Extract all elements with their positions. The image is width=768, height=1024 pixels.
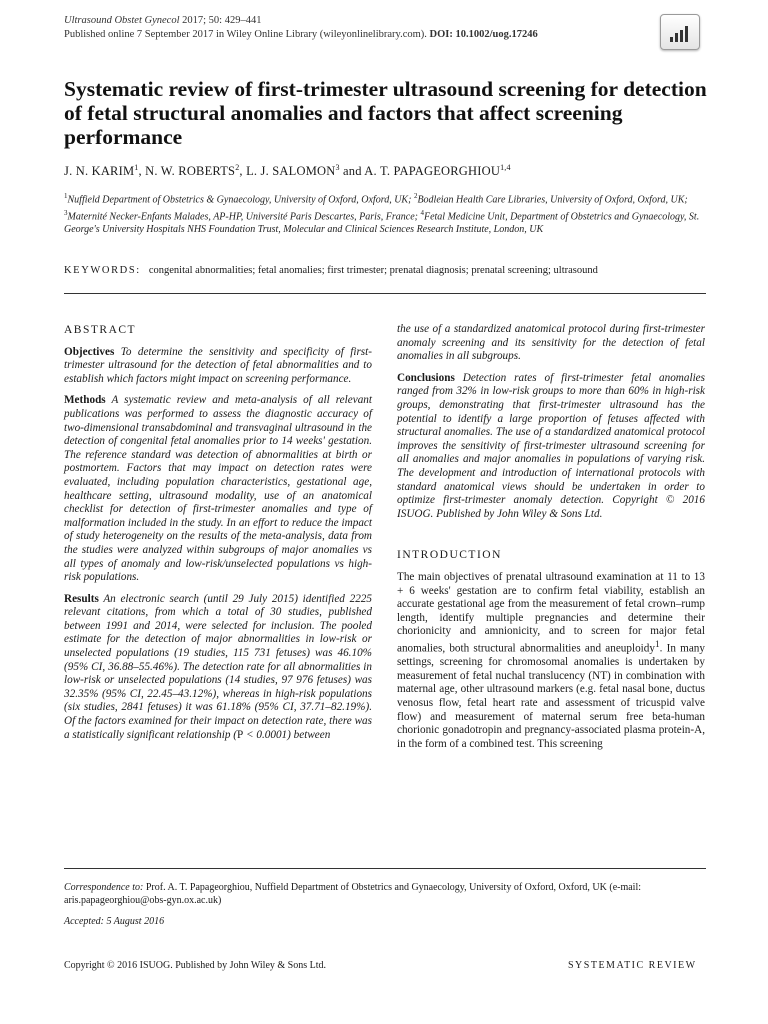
- bar-chart-icon[interactable]: [660, 14, 700, 50]
- affiliations: $^1$Nuffield Department of Obstetrics & Gynaecology, University of Oxford, Oxford, UK; $^2$Bodleian Health Care Libraries, University of Oxford, Oxford, UK; $^3$Maternité Necker-Enfants Malades, AP-HP, Université Paris Descartes, Paris, France; $^4$Fetal Medicine Unit, Department of Obstetrics and Gynaecology, St. George's University Hospitals NHS Foundation Trust, Molecular and Clinical Sciences Research Institute, London, UK: [64, 192, 700, 235]
- chart-icon-bar: [670, 37, 673, 42]
- chart-icon-bar: [675, 33, 678, 42]
- article-title: Systematic review of first-trimester ultrasound screening for detection of fetal structural anomalies and factors that affect screening performance: [64, 77, 707, 149]
- citation-details: 2017; 50: 429–441: [179, 15, 262, 26]
- affiliation: Bodleian Health Care Libraries, University of Oxford, Oxford, UK;: [417, 194, 688, 206]
- abstract-conclusions: Conclusions Detection rates of first-trimester fetal anomalies ranged from 32% in low-risk groups to more than 60% in high-risk groups, demonstrating that first-trimester ultrasound has the potential to identify a large proportion of fetuses affected with structural anomalies. The use of a standardized anatomical protocol improves the sensitivity of first-trimester ultrasound screening for all anomalies and major anomalies in populations of varying risk. The development and introduction of international protocols with standard anatomical views should be undertaken in order to optimize first-trimester anomaly detection. Copyright © 2016 ISUOG. Published by John Wiley & Sons Ltd.: [397, 371, 705, 520]
- author: N. W. ROBERTS$^2$,: [145, 163, 247, 179]
- abstract-methods: Methods A systematic review and meta-analysis of all relevant publications was performed to assess the diagnostic accuracy of two-dimensional transabdominal and transvaginal ultrasound in the detection of congenital fetal anomalies prior to 14 weeks' gestation. The reference standard was detection of abnormalities at birth or postmortem. Factors that may impact on detection rates were evaluated, including population characteristics, gestational age, healthcare setting, ultrasound modality, use of an anatomical checklist for detection of first-trimester anomalies and type of malformation included in the study. In an effort to reduce the impact of study heterogeneity on the results of the meta-analysis, data from the studies were analyzed within subgroups of major anomalies vs all types of anomaly and low-risk/unselected populations vs high-risk populations.: [64, 394, 372, 584]
- affiliation: Nuffield Department of Obstetrics & Gynaecology, University of Oxford, Oxford, UK;: [67, 194, 414, 206]
- abstract-results: Results An electronic search (until 29 July 2015) identified 2225 relevant citations, from which a total of 30 studies, published between 1991 and 2014, were selected for inclusion. The pooled estimate for the detection of major abnormalities in low-risk or unselected populations (19 studies, 115 731 fetuses) was 46.10% (95% CI, 36.88–55.46%). The detection rate for all abnormalities in low-risk or unselected populations (14 studies, 97 976 fetuses) was 32.35% (95% CI, 22.45–43.12%), whereas in high-risk populations (six studies, 2841 fetuses) it was 61.18% (95% CI, 37.71–82.19%). Of the factors examined for their impact on detection rate, there was a statistically significant relationship (P < 0.0001) between: [64, 592, 372, 741]
- affiliation: Fetal Medicine Unit, Department of Obstetrics and Gynaecology, St. George's University Hospitals NHS Foundation Trust, Molecular and Clinical Sciences Research Institute, London, UK: [64, 211, 700, 235]
- introduction-text: The main objectives of prenatal ultrasound examination at 11 to 13 + 6 weeks' gestation are to confirm fetal viability, establish an accurate gestational age from the measurement of fetal crown–rump length, identify multiple pregnancies and determine their chorionicity and amnionicity, and to screen for major fetal anomalies, both structural abnormalities and aneuploidy$^1$. In many settings, screening for chromosomal anomalies is undertaken by measurement of fetal nuchal translucency (NT) in combination with maternal age, other ultrasound markers (e.g. fetal nasal bone, ductus venosus flow, fetal heart rate and assessment of tricuspid valve flow) and measurement of maternal serum free beta-human chorionic gonadotropin and pregnancy-associated plasma protein-A, in the form of a combined test. This screening: [397, 570, 705, 750]
- published-line: [64, 28, 538, 42]
- keywords-label: KEYWORDS:: [64, 265, 141, 276]
- correspondence: [64, 882, 709, 907]
- correspondence-text: Prof. A. T. Papageorghiou, Nuffield Department of Obstetrics and Gynaecology, University of Oxford, Oxford, UK (e-mail: aris.papageorghiou@obs-gyn.ox.ac.uk): [64, 882, 642, 906]
- abstract-column: [64, 324, 372, 750]
- chart-icon-bar: [685, 26, 688, 42]
- abstract-results-continued: the use of a standardized anatomical protocol during first-trimester anomaly screening and its sensitivity for the detection of fetal anomalies in all subgroups.: [397, 323, 705, 363]
- affiliation: Maternité Necker-Enfants Malades, AP-HP, Université Paris Descartes, Paris, France;: [67, 211, 421, 223]
- chart-icon-bar: [680, 30, 683, 42]
- abstract-heading: ABSTRACT: [64, 324, 137, 336]
- divider: [64, 868, 706, 869]
- citation-line: [64, 14, 538, 28]
- right-column: [397, 323, 705, 759]
- author: A. T. PAPAGEORGHIOU$^{1,4}$: [364, 163, 511, 179]
- keywords: [64, 265, 598, 276]
- keywords-text: congenital abnormalities; fetal anomalies; first trimester; prenatal diagnosis; prenatal screening; ultrasound: [148, 265, 598, 276]
- correspondence-label: Correspondence to:: [64, 882, 144, 893]
- published-text: Published online 7 September 2017 in Wiley Online Library (wileyonlinelibrary.com).: [64, 29, 430, 40]
- journal-header: [64, 14, 538, 42]
- reference-link[interactable]: 1: [654, 639, 660, 650]
- divider: [64, 293, 706, 294]
- accepted-date: Accepted: 5 August 2016: [64, 916, 165, 927]
- doi-text: DOI: 10.1002/uog.17246: [429, 29, 538, 40]
- author: J. N. KARIM$^1$,: [64, 163, 146, 179]
- section-label: SYSTEMATIC REVIEW: [568, 960, 697, 971]
- author-list: [64, 163, 511, 179]
- abstract-objectives: Objectives To determine the sensitivity and specificity of first-trimester ultrasound for the detection of fetal abnormalities and to establish which factors might impact on screening performance.: [64, 345, 372, 385]
- copyright: Copyright © 2016 ISUOG. Published by John Wiley & Sons Ltd.: [64, 960, 327, 971]
- journal-name: Ultrasound Obstet Gynecol: [64, 15, 180, 26]
- introduction-heading: INTRODUCTION: [397, 549, 502, 562]
- author: L. J. SALOMON$^3$ and: [246, 163, 365, 179]
